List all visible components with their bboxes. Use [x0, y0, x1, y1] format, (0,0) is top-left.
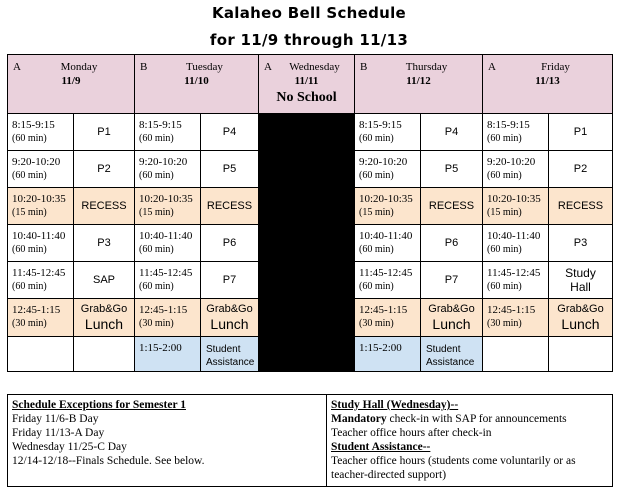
period-cell: P4: [421, 114, 483, 151]
header-friday: [483, 55, 613, 114]
period-cell: P3: [74, 225, 135, 262]
period-row: [8, 114, 613, 151]
lunch-cell: Grab&Go Lunch: [201, 299, 259, 337]
day-date: 11/13: [535, 75, 560, 87]
time-cell: 10:40-11:40 (60 min): [483, 225, 549, 262]
time-cell: 9:20-10:20 (60 min): [355, 151, 421, 188]
period-cell: P5: [421, 151, 483, 188]
recess-cell: RECESS: [74, 188, 135, 225]
recess-cell: RECESS: [201, 188, 259, 225]
time-cell: 10:20-10:35 (15 min): [483, 188, 549, 225]
student-assistance-text: Teacher office hours (students come voluntarily or as teacher-directed support): [331, 455, 576, 481]
no-school-label: No School: [276, 90, 337, 105]
exceptions-title: Schedule Exceptions for Semester 1: [12, 399, 186, 411]
time-cell: 10:40-11:40 (60 min): [135, 225, 201, 262]
period-cell: P6: [201, 225, 259, 262]
time-cell: 1:15-2:00: [355, 337, 421, 372]
day-letter: A: [264, 61, 272, 73]
header-monday: [8, 55, 135, 114]
wednesday-closed-block: [259, 114, 355, 372]
day-name: Tuesday: [186, 61, 223, 73]
time-cell: 8:15-9:15 (60 min): [135, 114, 201, 151]
time-cell: 8:15-9:15 (60 min): [8, 114, 74, 151]
time-cell: 11:45-12:45 (60 min): [483, 262, 549, 299]
time-cell: 11:45-12:45 (60 min): [135, 262, 201, 299]
day-name: Monday: [60, 61, 98, 73]
day-name: Thursday: [405, 61, 448, 73]
day-name: Friday: [541, 61, 570, 73]
recess-cell: RECESS: [549, 188, 613, 225]
day-letter: A: [488, 61, 496, 73]
day-date: 11/10: [184, 75, 209, 87]
lunch-cell: Grab&Go Lunch: [549, 299, 613, 337]
time-cell: 12:45-1:15 (30 min): [8, 299, 74, 337]
period-cell: P2: [74, 151, 135, 188]
study-hall-title: Study Hall (Wednesday)--: [331, 399, 459, 411]
mandatory-line: Mandatory check-in with SAP for announcements: [331, 413, 567, 425]
empty-cell: [8, 337, 74, 372]
study-hall-info-box: [327, 395, 613, 487]
bell-schedule-table: [7, 54, 613, 372]
study-hall-cell: Study Hall: [549, 262, 613, 299]
period-cell: P2: [549, 151, 613, 188]
time-cell: 9:20-10:20 (60 min): [8, 151, 74, 188]
lunch-cell: Grab&Go Lunch: [74, 299, 135, 337]
day-letter: A: [13, 61, 21, 73]
time-cell: 12:45-1:15 (30 min): [355, 299, 421, 337]
exception-item: Friday 11/13-A Day: [12, 427, 105, 439]
empty-cell: [74, 337, 135, 372]
page-title: Kalaheo Bell Schedule: [211, 4, 407, 22]
day-name: Wednesday: [289, 61, 340, 73]
day-letter: B: [140, 61, 148, 73]
time-cell: 1:15-2:00: [135, 337, 201, 372]
time-cell: 8:15-9:15 (60 min): [483, 114, 549, 151]
time-cell: 11:45-12:45 (60 min): [355, 262, 421, 299]
time-cell: 12:45-1:15 (30 min): [483, 299, 549, 337]
student-assistance-cell: Student Assistance: [421, 337, 483, 372]
time-cell: 9:20-10:20 (60 min): [483, 151, 549, 188]
empty-cell: [483, 337, 549, 372]
time-cell: 10:20-10:35 (15 min): [8, 188, 74, 225]
time-cell: 10:40-11:40 (60 min): [355, 225, 421, 262]
time-cell: 8:15-9:15 (60 min): [355, 114, 421, 151]
exception-item: Friday 11/6-B Day: [12, 413, 99, 425]
period-cell: P4: [201, 114, 259, 151]
time-cell: 9:20-10:20 (60 min): [135, 151, 201, 188]
header-thursday: [355, 55, 483, 114]
day-letter: B: [360, 61, 368, 73]
period-cell: P3: [549, 225, 613, 262]
time-cell: 10:40-11:40 (60 min): [8, 225, 74, 262]
student-assistance-title: Student Assistance--: [331, 441, 431, 453]
student-assistance-cell: Student Assistance: [201, 337, 259, 372]
time-cell: 11:45-12:45 (60 min): [8, 262, 74, 299]
header-row: [8, 55, 613, 114]
empty-cell: [549, 337, 613, 372]
exception-item: Wednesday 11/25-C Day: [12, 441, 127, 453]
period-cell: P7: [201, 262, 259, 299]
period-cell: SAP: [74, 262, 135, 299]
period-cell: P6: [421, 225, 483, 262]
day-date: 11/11: [294, 75, 319, 87]
header-wednesday: [259, 55, 355, 114]
day-date: 11/12: [406, 75, 431, 87]
page-subtitle: for 11/9 through 11/13: [209, 31, 409, 49]
schedule-exceptions-box: [8, 395, 327, 487]
time-cell: 10:20-10:35 (15 min): [355, 188, 421, 225]
office-hours-line: Teacher office hours after check-in: [331, 427, 492, 439]
exception-item: 12/14-12/18--Finals Schedule. See below.: [12, 455, 205, 467]
lunch-cell: Grab&Go Lunch: [421, 299, 483, 337]
time-cell: 12:45-1:15 (30 min): [135, 299, 201, 337]
period-cell: P5: [201, 151, 259, 188]
notes-table: [7, 394, 613, 487]
recess-cell: RECESS: [421, 188, 483, 225]
period-cell: P1: [74, 114, 135, 151]
header-tuesday: [135, 55, 259, 114]
time-cell: 10:20-10:35 (15 min): [135, 188, 201, 225]
period-cell: P1: [549, 114, 613, 151]
period-cell: P7: [421, 262, 483, 299]
day-date: 11/9: [61, 75, 81, 87]
